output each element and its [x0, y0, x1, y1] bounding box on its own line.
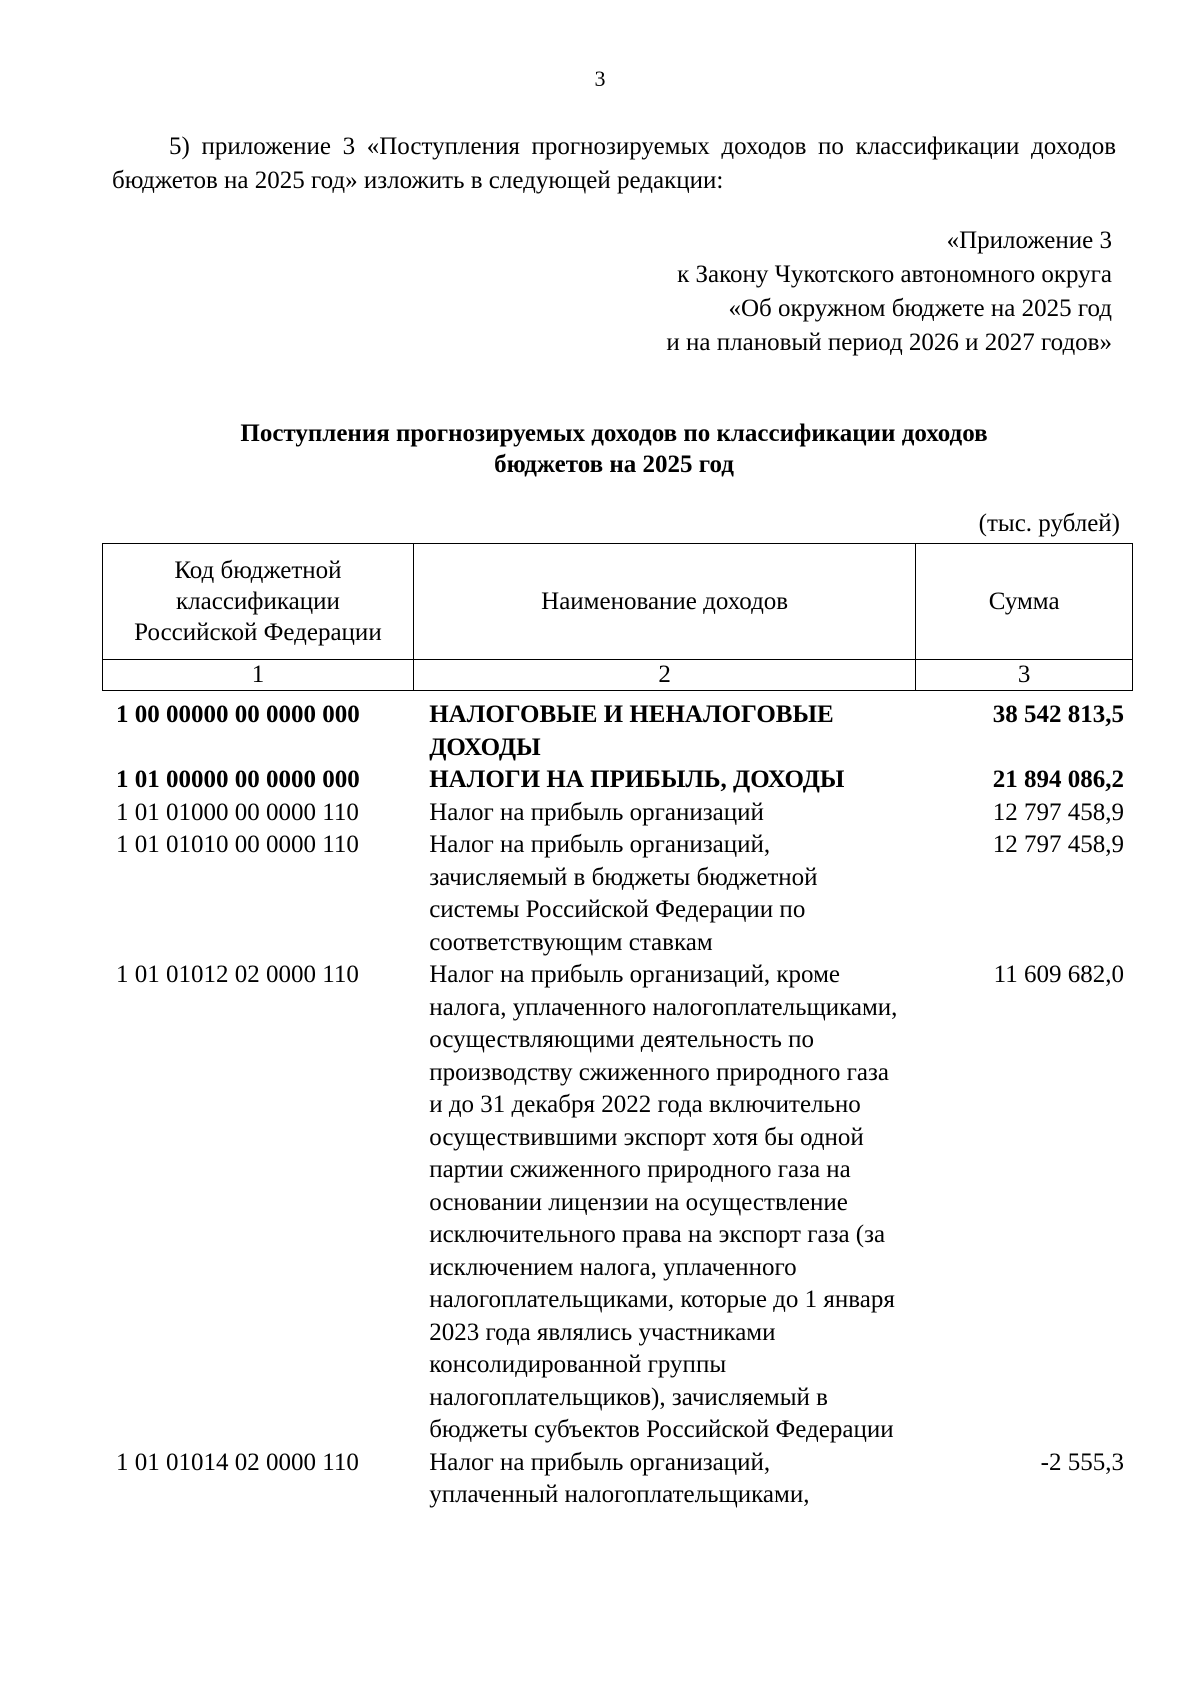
- row-code: 1 01 01014 02 0000 110: [116, 1448, 359, 1476]
- header-code: Код бюджетной классификации Российской Федерации: [103, 544, 414, 660]
- row-amount: 38 542 813,5: [992, 701, 1124, 728]
- intro-paragraph: 5) приложение 3 «Поступления прогнозируемых доходов по классификации доходов бюджетов на 2025 год» изложить в следующей редакции:: [112, 133, 1116, 194]
- row-name: НАЛОГИ НА ПРИБЫЛЬ, ДОХОДЫ: [429, 766, 845, 793]
- revenue-table: [102, 699, 1133, 1512]
- appendix-reference: [552, 224, 1112, 360]
- row-code: 1 01 00000 00 0000 000: [116, 766, 360, 793]
- row-name: Налог на прибыль организаций, уплаченный налогоплательщиками,: [429, 1448, 810, 1508]
- header-amount: Сумма: [916, 544, 1133, 660]
- table-row: [102, 764, 1133, 797]
- appendix-ref-line-4: и на плановый период 2026 и 2027 годов»: [666, 329, 1112, 356]
- appendix-ref-line-3: «Об окружном бюджете на 2025 год: [728, 295, 1112, 322]
- column-number-1: 1: [103, 660, 414, 691]
- row-name: Налог на прибыль организаций: [429, 798, 764, 826]
- appendix-ref-line-2: к Закону Чукотского автономного округа: [677, 261, 1112, 288]
- column-number-2: 2: [413, 660, 915, 691]
- row-amount: 21 894 086,2: [992, 766, 1124, 793]
- header-name: Наименование доходов: [413, 544, 915, 660]
- table-row: [102, 959, 1133, 1447]
- units-label: (тыс. рублей): [978, 510, 1120, 537]
- row-code: 1 01 01000 00 0000 110: [116, 798, 359, 826]
- row-name: Налог на прибыль организаций, кроме налога, уплаченного налогоплательщиками, осуществляющими деятельность по производству сжиженного природного газа и до 31 декабря 2022 года включительно осуществившими экспорт хотя бы одной партии сжиженного природного газа на основании лицензии на осуществление исключительного права на экспорт газа (за исключением налога, уплаченного налогоплательщиками, которые до 1 января 2023 года являлись участниками консолидированной группы налогоплательщиков), зачисляемый в бюджеты субъектов Российской Федерации: [429, 961, 898, 1443]
- row-code: 1 01 01012 02 0000 110: [116, 961, 359, 988]
- row-name: Налог на прибыль организаций, зачисляемый в бюджеты бюджетной системы Российской Федерации по соответствующим ставкам: [429, 831, 818, 956]
- title-line-1: Поступления прогнозируемых доходов по классификации доходов: [240, 420, 988, 447]
- table-row: [102, 1447, 1133, 1512]
- row-amount: 12 797 458,9: [992, 831, 1124, 858]
- column-number-3: 3: [916, 660, 1133, 691]
- appendix-ref-line-1: «Приложение 3: [946, 227, 1112, 254]
- title-line-2: бюджетов на 2025 год: [494, 451, 734, 478]
- table-row: [102, 699, 1133, 764]
- row-amount: 11 609 682,0: [993, 961, 1124, 988]
- page-number: 3: [594, 66, 606, 91]
- row-amount: -2 555,3: [1040, 1448, 1124, 1476]
- row-name: НАЛОГОВЫЕ И НЕНАЛОГОВЫЕ ДОХОДЫ: [429, 701, 834, 761]
- row-amount: 12 797 458,9: [992, 798, 1124, 826]
- table-row: [102, 829, 1133, 959]
- table-header: [102, 543, 1133, 691]
- row-code: 1 01 01010 00 0000 110: [116, 831, 359, 858]
- row-code: 1 00 00000 00 0000 000: [116, 701, 360, 728]
- table-row: [102, 797, 1133, 830]
- document-title: [112, 418, 1116, 480]
